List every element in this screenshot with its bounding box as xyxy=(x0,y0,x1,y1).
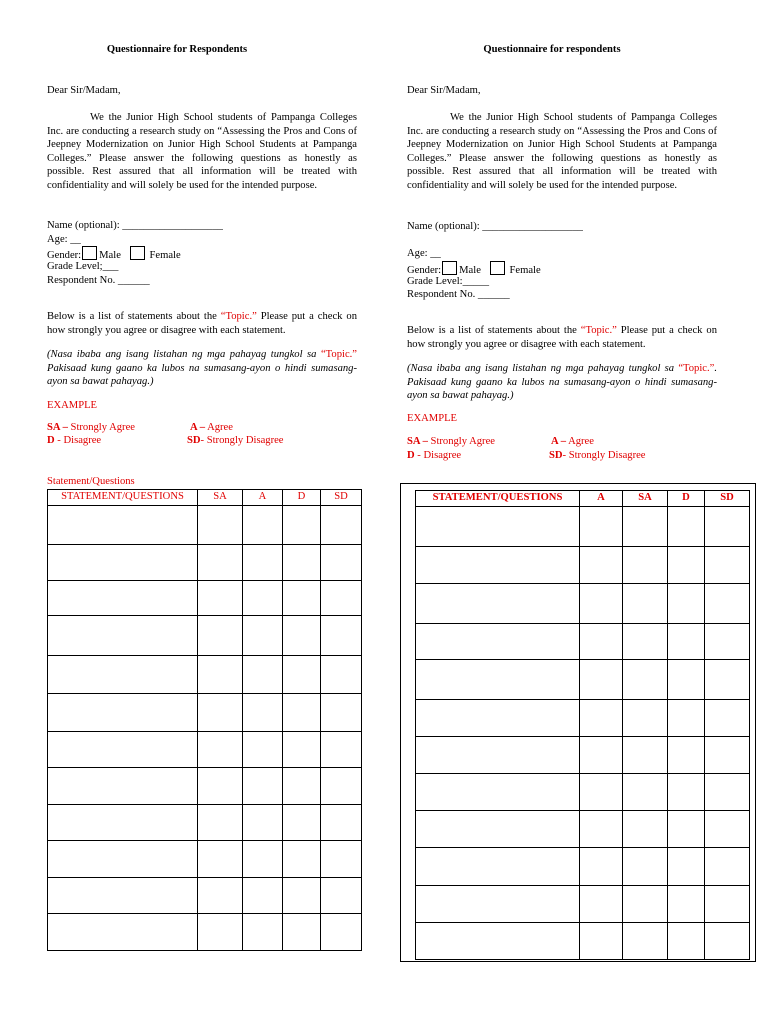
response-cell[interactable] xyxy=(623,923,668,960)
response-cell[interactable] xyxy=(243,914,283,951)
statement-cell[interactable] xyxy=(416,774,580,811)
gender-label: Gender: xyxy=(407,265,442,276)
tagalog-text: (Nasa ibaba ang isang listahan ng mga pahayag tungkol sa xyxy=(407,363,679,374)
response-cell[interactable] xyxy=(243,694,283,732)
response-cell[interactable] xyxy=(705,848,750,886)
column-header-d: D xyxy=(668,491,705,507)
statement-cell[interactable] xyxy=(416,624,580,660)
response-cell[interactable] xyxy=(321,805,362,841)
table-row xyxy=(48,805,362,841)
legend-sd: SD- Strongly Disagree xyxy=(187,435,284,446)
response-cell[interactable] xyxy=(321,506,362,545)
response-cell[interactable] xyxy=(623,811,668,848)
column-header-a: A xyxy=(243,490,283,506)
age-field[interactable]: Age: __ xyxy=(407,248,441,259)
table-row xyxy=(416,624,750,660)
response-cell[interactable] xyxy=(668,774,705,811)
response-cell[interactable] xyxy=(321,694,362,732)
page-title: Questionnaire for respondents xyxy=(483,44,621,55)
legend-d: D - Disagree xyxy=(47,435,102,446)
response-cell[interactable] xyxy=(283,581,321,616)
response-cell[interactable] xyxy=(243,878,283,914)
response-cell[interactable] xyxy=(243,805,283,841)
instructions xyxy=(47,310,357,337)
statement-cell[interactable] xyxy=(48,656,198,694)
statement-cell[interactable] xyxy=(416,660,580,700)
response-cell[interactable] xyxy=(705,507,750,547)
intro-paragraph: We the Junior High School students of Pampanga Colleges Inc. are conducting a research study on “Assessing the Pros and Cons of Jeepney Modernization on Junior High School Students at Pampanga Colleges.” Please answer the following questions as honestly as possible. Rest assured that all information will be treated with confidentiality and will solely be used for the intended purpose. xyxy=(47,112,357,191)
statement-cell[interactable] xyxy=(416,584,580,624)
grade-level-field[interactable]: Grade Level:_____ xyxy=(407,276,490,287)
legend-row-2 xyxy=(47,434,367,448)
response-cell[interactable] xyxy=(243,545,283,581)
legend-d: D - Disagree xyxy=(407,450,462,461)
column-header-a: A xyxy=(580,491,623,507)
table-row xyxy=(48,581,362,616)
response-cell[interactable] xyxy=(705,624,750,660)
table-row xyxy=(48,841,362,878)
topic-placeholder: “Topic.” xyxy=(220,311,257,322)
response-cell[interactable] xyxy=(623,848,668,886)
response-cell[interactable] xyxy=(580,886,623,923)
response-cell[interactable] xyxy=(283,768,321,805)
response-cell[interactable] xyxy=(198,914,243,951)
response-cell[interactable] xyxy=(283,656,321,694)
response-cell[interactable] xyxy=(623,624,668,660)
response-cell[interactable] xyxy=(198,506,243,545)
male-checkbox[interactable] xyxy=(442,261,457,275)
female-label: Female xyxy=(149,250,181,261)
table-row xyxy=(416,737,750,774)
statement-cell[interactable] xyxy=(416,700,580,737)
statement-cell[interactable] xyxy=(416,811,580,848)
statement-cell[interactable] xyxy=(48,914,198,951)
statement-cell[interactable] xyxy=(416,737,580,774)
legend-row-1 xyxy=(47,421,367,435)
table-row xyxy=(48,914,362,951)
column-header-sd: SD xyxy=(705,491,750,507)
response-cell[interactable] xyxy=(198,694,243,732)
response-cell[interactable] xyxy=(623,737,668,774)
response-cell[interactable] xyxy=(321,914,362,951)
table-row xyxy=(416,774,750,811)
response-cell[interactable] xyxy=(668,584,705,624)
response-cell[interactable] xyxy=(623,774,668,811)
response-cell[interactable] xyxy=(243,581,283,616)
instructions-text-end: Please put a check on how strongly you agree or disagree with each statement. xyxy=(407,325,717,350)
table-row xyxy=(48,768,362,805)
response-cell[interactable] xyxy=(668,547,705,584)
response-cell[interactable] xyxy=(668,660,705,700)
female-label: Female xyxy=(509,265,541,276)
legend-sd: SD- Strongly Disagree xyxy=(549,450,646,461)
instructions-tagalog xyxy=(407,362,717,403)
response-cell[interactable] xyxy=(668,507,705,547)
column-header-sd: SD xyxy=(321,490,362,506)
response-cell[interactable] xyxy=(198,732,243,768)
statement-cell[interactable] xyxy=(416,923,580,960)
instructions-text-end: Please put a check on how strongly you agree or disagree with each statement. xyxy=(47,311,357,336)
response-cell[interactable] xyxy=(243,841,283,878)
respondent-number-field[interactable]: Respondent No. ______ xyxy=(407,289,510,300)
response-cell[interactable] xyxy=(623,584,668,624)
response-cell[interactable] xyxy=(321,656,362,694)
statement-cell[interactable] xyxy=(48,878,198,914)
legend-sa: SA – Strongly Agree xyxy=(47,422,135,433)
female-checkbox[interactable] xyxy=(490,261,505,275)
response-cell[interactable] xyxy=(705,547,750,584)
response-cell[interactable] xyxy=(283,805,321,841)
table-row xyxy=(416,923,750,960)
response-cell[interactable] xyxy=(283,732,321,768)
topic-placeholder: “Topic.” xyxy=(580,325,617,336)
greeting: Dear Sir/Madam, xyxy=(47,85,121,96)
response-cell[interactable] xyxy=(243,768,283,805)
response-cell[interactable] xyxy=(668,848,705,886)
respondent-number-field[interactable]: Respondent No. ______ xyxy=(47,275,150,286)
table-row xyxy=(416,584,750,624)
statement-cell[interactable] xyxy=(48,694,198,732)
response-cell[interactable] xyxy=(198,841,243,878)
table-row xyxy=(416,848,750,886)
response-cell[interactable] xyxy=(580,774,623,811)
response-cell[interactable] xyxy=(705,660,750,700)
legend-a: A – Agree xyxy=(190,422,233,433)
response-cell[interactable] xyxy=(198,768,243,805)
statement-cell[interactable] xyxy=(48,805,198,841)
response-cell[interactable] xyxy=(623,886,668,923)
male-checkbox[interactable] xyxy=(82,246,97,260)
response-cell[interactable] xyxy=(243,656,283,694)
response-cell[interactable] xyxy=(321,545,362,581)
instructions xyxy=(407,324,717,351)
male-label: Male xyxy=(99,250,121,261)
table-row xyxy=(416,507,750,547)
column-header-sa: SA xyxy=(198,490,243,506)
topic-placeholder-tagalog: “Topic.” xyxy=(678,363,715,374)
response-cell[interactable] xyxy=(580,507,623,547)
response-cell[interactable] xyxy=(321,768,362,805)
statement-cell[interactable] xyxy=(416,507,580,547)
response-cell[interactable] xyxy=(705,886,750,923)
response-cell[interactable] xyxy=(623,660,668,700)
response-cell[interactable] xyxy=(283,841,321,878)
response-cell[interactable] xyxy=(283,914,321,951)
response-cell[interactable] xyxy=(668,737,705,774)
greeting: Dear Sir/Madam, xyxy=(407,85,481,96)
response-cell[interactable] xyxy=(198,616,243,656)
example-heading: EXAMPLE xyxy=(47,400,98,411)
legend-a: A – Agree xyxy=(551,436,594,447)
statement-cell[interactable] xyxy=(48,841,198,878)
response-cell[interactable] xyxy=(580,584,623,624)
response-cell[interactable] xyxy=(580,660,623,700)
response-cell[interactable] xyxy=(243,732,283,768)
response-cell[interactable] xyxy=(321,841,362,878)
table-row xyxy=(416,547,750,584)
column-header-statement: STATEMENT/QUESTIONS xyxy=(48,490,198,506)
statement-cell[interactable] xyxy=(48,732,198,768)
topic-placeholder-tagalog: “Topic.” xyxy=(320,349,357,360)
response-cell[interactable] xyxy=(321,616,362,656)
example-heading: EXAMPLE xyxy=(407,413,458,424)
response-cell[interactable] xyxy=(580,923,623,960)
response-cell[interactable] xyxy=(321,732,362,768)
response-cell[interactable] xyxy=(283,545,321,581)
response-cell[interactable] xyxy=(321,581,362,616)
response-cell[interactable] xyxy=(198,656,243,694)
legend-row-2 xyxy=(407,449,727,463)
table-row xyxy=(48,656,362,694)
statement-cell[interactable] xyxy=(416,886,580,923)
female-checkbox[interactable] xyxy=(130,246,145,260)
response-cell[interactable] xyxy=(705,700,750,737)
table-row xyxy=(416,660,750,700)
response-cell[interactable] xyxy=(580,700,623,737)
legend-row-1 xyxy=(407,435,727,449)
page-title: Questionnaire for Respondents xyxy=(106,44,248,55)
table-row xyxy=(48,694,362,732)
table-row xyxy=(48,616,362,656)
intro-paragraph: We the Junior High School students of Pampanga Colleges Inc. are conducting a research study on “Assessing the Pros and Cons of Jeepney Modernization on Junior High School Students at Pampanga Colleges.” Please answer the following questions as honestly as possible. Rest assured that all information will be treated with confidentiality and will solely be used for the intended purpose. xyxy=(407,112,717,191)
male-label: Male xyxy=(459,265,481,276)
statement-cell[interactable] xyxy=(48,768,198,805)
legend-sa: SA – Strongly Agree xyxy=(407,436,495,447)
response-cell[interactable] xyxy=(198,878,243,914)
response-cell[interactable] xyxy=(623,507,668,547)
response-cell[interactable] xyxy=(668,700,705,737)
statement-cell[interactable] xyxy=(48,506,198,545)
response-table xyxy=(415,490,750,960)
table-row xyxy=(48,506,362,545)
statement-cell[interactable] xyxy=(416,547,580,584)
response-table xyxy=(47,489,362,951)
response-cell[interactable] xyxy=(623,547,668,584)
table-row xyxy=(416,811,750,848)
response-cell[interactable] xyxy=(243,616,283,656)
statement-cell[interactable] xyxy=(48,581,198,616)
response-cell[interactable] xyxy=(580,624,623,660)
response-cell[interactable] xyxy=(623,700,668,737)
response-cell[interactable] xyxy=(705,584,750,624)
response-cell[interactable] xyxy=(321,878,362,914)
response-cell[interactable] xyxy=(668,811,705,848)
name-field[interactable]: Name (optional): ___________________ xyxy=(407,221,583,232)
tagalog-text: (Nasa ibaba ang isang listahan ng mga pahayag tungkol sa xyxy=(47,349,321,360)
response-cell[interactable] xyxy=(283,616,321,656)
response-cell[interactable] xyxy=(283,878,321,914)
response-cell[interactable] xyxy=(668,923,705,960)
response-cell[interactable] xyxy=(243,506,283,545)
response-cell[interactable] xyxy=(668,886,705,923)
statement-cell[interactable] xyxy=(48,616,198,656)
table-row xyxy=(48,732,362,768)
response-cell[interactable] xyxy=(198,805,243,841)
age-field[interactable]: Age: __ xyxy=(47,234,81,245)
response-cell[interactable] xyxy=(580,811,623,848)
table-row xyxy=(48,545,362,581)
table-row xyxy=(416,700,750,737)
instructions-text: Below is a list of statements about the xyxy=(47,311,221,322)
response-cell[interactable] xyxy=(705,811,750,848)
grade-level-field[interactable]: Grade Level;___ xyxy=(47,261,119,272)
response-cell[interactable] xyxy=(705,774,750,811)
tagalog-text-end: . Pakisaad kung gaano ka lubos na sumasang-ayon o hindi sumasang-ayon sa bawat pahayag.) xyxy=(407,363,717,402)
column-header-d: D xyxy=(283,490,321,506)
response-cell[interactable] xyxy=(580,737,623,774)
response-cell[interactable] xyxy=(283,694,321,732)
response-cell[interactable] xyxy=(283,506,321,545)
tagalog-text-end: Pakisaad kung gaano ka lubos na sumasang-ayon o hindi sumasang-ayon sa bawat pahayag.) xyxy=(47,362,357,388)
response-cell[interactable] xyxy=(198,545,243,581)
statement-cell[interactable] xyxy=(48,545,198,581)
instructions-tagalog xyxy=(47,348,357,389)
column-header-sa: SA xyxy=(623,491,668,507)
response-cell[interactable] xyxy=(580,547,623,584)
response-cell[interactable] xyxy=(705,737,750,774)
name-field[interactable]: Name (optional): ___________________ xyxy=(47,220,223,231)
column-header-statement: STATEMENT/QUESTIONS xyxy=(416,491,580,507)
response-cell[interactable] xyxy=(198,581,243,616)
response-cell[interactable] xyxy=(580,848,623,886)
instructions-text: Below is a list of statements about the xyxy=(407,325,581,336)
statement-cell[interactable] xyxy=(416,848,580,886)
table-row xyxy=(416,886,750,923)
response-cell[interactable] xyxy=(668,624,705,660)
table-row xyxy=(48,878,362,914)
table-caption: Statement/Questions xyxy=(47,476,135,487)
response-cell[interactable] xyxy=(705,923,750,960)
gender-label: Gender: xyxy=(47,250,82,261)
